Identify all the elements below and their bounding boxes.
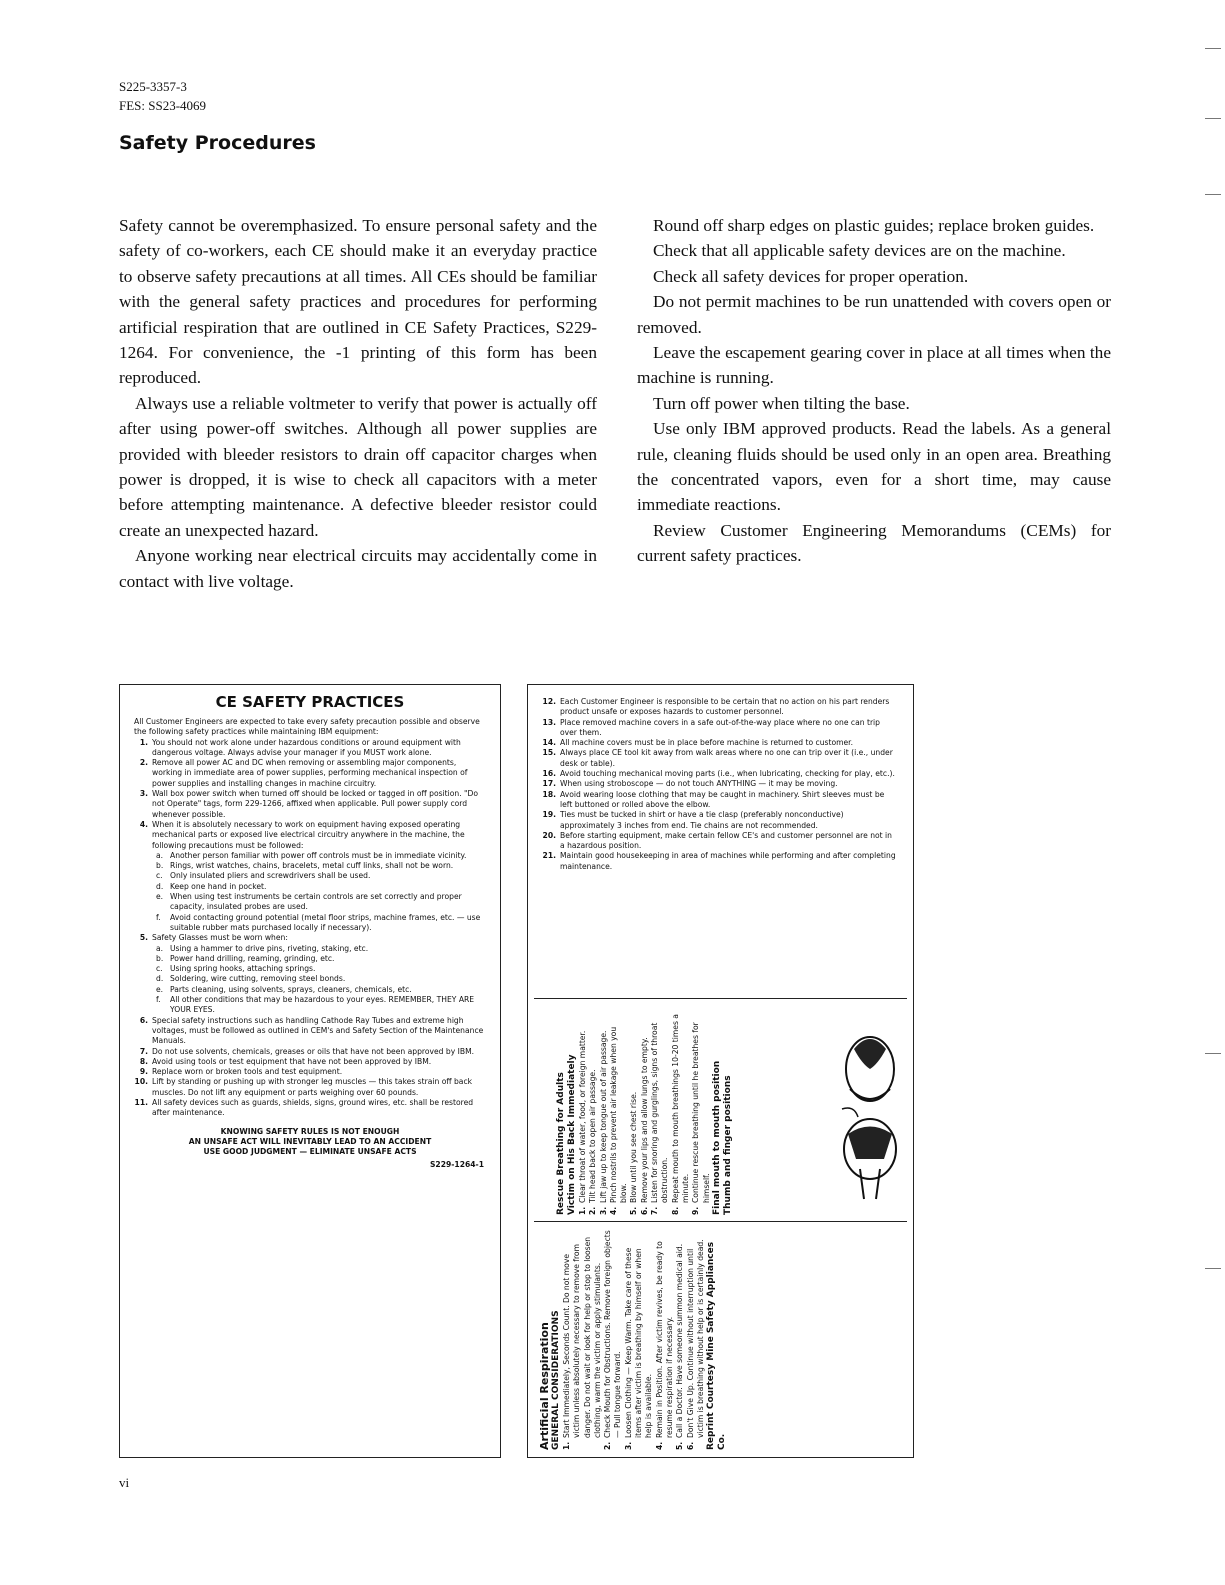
sub-letter: c.	[156, 871, 163, 881]
left-text-column	[119, 213, 597, 594]
step-text: Tilt head back to open air passage.	[588, 1069, 598, 1203]
item-text: Lift by standing or pushing up with stronger leg muscles — this takes strain off back muscles. Do not lift any equipment or parts weighing over 60 pounds.	[152, 1077, 473, 1097]
rescue-step	[609, 1005, 630, 1215]
respiration-subtitle: GENERAL CONSIDERATIONS	[551, 1310, 561, 1450]
sub-letter: a.	[156, 943, 164, 953]
rescue-step	[640, 1005, 650, 1215]
rescue-subtitle: Victim on His Back Immediately	[567, 1054, 577, 1215]
rescue-step	[588, 1005, 598, 1215]
sub-item	[156, 892, 486, 913]
step-text: Pinch nostrils to prevent air leakage when you blow.	[608, 1026, 629, 1203]
sub-text: Rings, wrist watches, chains, bracelets, metal cuff links, shall not be worn.	[170, 861, 454, 871]
sub-letter: f.	[156, 995, 161, 1005]
sub-text: Using spring hooks, attaching springs.	[170, 964, 316, 974]
sub-letter: f.	[156, 912, 161, 922]
list-item	[134, 1067, 486, 1077]
paragraph: Use only IBM approved products. Read the labels. As a general rule, cleaning fluids should be used only in an open area. Breathing the concentrated vapors, even for a short time, may cause immediate reactions.	[637, 419, 1111, 515]
page-number: vi	[119, 1475, 130, 1490]
ce-footer	[120, 1127, 500, 1158]
rescue-step	[599, 1005, 609, 1215]
item-text: Special safety instructions such as handling Cathode Ray Tubes and extreme high voltages, must be followed as outlined in CEM's and Safety Section of the Maintenance Manuals.	[152, 1015, 484, 1046]
step-number: 8.	[670, 1206, 680, 1215]
sub-item	[156, 964, 486, 974]
step-text: Remove your lips and allow lungs to empty.	[639, 1037, 649, 1203]
step-text: Repeat mouth to mouth breathings 10-20 times a minute.	[670, 1014, 690, 1203]
footer-line: KNOWING SAFETY RULES IS NOT ENOUGH	[220, 1126, 400, 1136]
item-text: Maintain good housekeeping in area of machines while performing and after completing maintenance.	[560, 851, 896, 871]
footer-line: AN UNSAFE ACT WILL INEVITABLY LEAD TO AN ACCIDENT	[188, 1136, 432, 1146]
item-number: 21.	[542, 851, 556, 861]
sub-text: Another person familiar with power off controls must be in immediate vicinity.	[170, 850, 467, 860]
step-number: 4.	[654, 1441, 664, 1450]
respiration-step	[675, 1230, 685, 1450]
item-text: Before starting equipment, make certain fellow CE's and customer personnel are not in a hazardous position.	[560, 830, 892, 851]
list-item	[134, 933, 486, 943]
paragraph: Leave the escapement gearing cover in place at all times when the machine is running.	[637, 343, 1111, 388]
item-text: Place removed machine covers in a safe out-of-the-way place where no one can trip over them.	[560, 717, 880, 737]
item-text: Avoid touching mechanical moving parts (i.e., when lubricating, checking for play, etc.).	[560, 769, 895, 779]
list-item	[134, 1098, 486, 1119]
scan-mark	[1205, 1268, 1221, 1269]
step-text: Remain in Position. After victim revives, be ready to resume respiration if necessary.	[654, 1241, 674, 1438]
rescue-breathing-illustration	[834, 1009, 906, 1215]
paragraph: Safety cannot be overemphasized. To ensure personal safety and the safety of co-workers, each CE should make it an everyday practice to observe safety precautions at all times. All CEs should be familiar with the general safety practices and procedures for performing artificial respiration that are outlined in CE Safety Practices, S229-1264. For convenience, the -1 printing of this form has been reproduced.	[119, 216, 597, 388]
list-item	[134, 820, 486, 851]
item-text: Remove all power AC and DC when removing or assembling major components, working in immediate area of power supplies, performing mechanical inspection of power supplies and installing changes in machine circuitry.	[152, 758, 468, 788]
item-number: 18.	[542, 789, 556, 799]
item-number: 8.	[139, 1056, 148, 1066]
sub-text: Avoid contacting ground potential (metal floor strips, machine frames, etc. — use suitable rubber mats purchased locally if necessary).	[170, 912, 481, 932]
item-number: 10.	[134, 1077, 148, 1087]
step-number: 9.	[691, 1206, 701, 1215]
sub-letter: d.	[156, 974, 164, 984]
item-text: Ties must be tucked in shirt or have a tie clasp (preferably nonconductive) approximately 3 inches from end. Tie chains are not recommended.	[560, 810, 844, 830]
item-text: You should not work alone under hazardous conditions or around equipment with dangerous voltage. Always advise your manager if you MUST work alone.	[152, 737, 461, 757]
respiration-step	[562, 1230, 603, 1450]
sub-text: Using a hammer to drive pins, riveting, staking, etc.	[170, 943, 369, 953]
paragraph: Anyone working near electrical circuits may accidentally come in contact with live voltage.	[119, 546, 597, 591]
step-text: Listen for snoring and gurglings, signs of throat obstruction.	[650, 1022, 670, 1203]
step-text: Call a Doctor. Have someone summon medical aid.	[675, 1243, 685, 1438]
step-number: 2.	[588, 1206, 598, 1215]
item-number: 1.	[139, 737, 148, 747]
step-text: Loosen Clothing — Keep Warm. Take care of these items after victim is breathing by himself or when help is available.	[623, 1247, 654, 1438]
list-item	[542, 831, 899, 852]
item-text: When using stroboscope — do not touch ANYTHING — it may be moving.	[560, 779, 838, 789]
sub-item	[156, 871, 486, 881]
paragraph: Review Customer Engineering Memorandums (CEMs) for current safety practices.	[637, 520, 1111, 566]
ce-box-body	[120, 717, 500, 1171]
rescue-step	[691, 1005, 712, 1215]
item-text: All machine covers must be in place before machine is returned to customer.	[560, 738, 854, 748]
page-title: Safety Procedures	[119, 132, 316, 154]
respiration-step	[655, 1230, 676, 1450]
list-item	[542, 851, 899, 872]
item-text: Avoid using tools or test equipment that have not been approved by IBM.	[152, 1056, 432, 1066]
item-number: 17.	[542, 779, 556, 789]
paragraph: Round off sharp edges on plastic guides; replace broken guides.	[653, 216, 1095, 235]
item-number: 19.	[542, 810, 556, 820]
item-text: When it is absolutely necessary to work on equipment having exposed operating mechanical parts or exposed live electrical circuitry anywhere in the machine, the following precautions must be followed:	[152, 819, 465, 850]
list-item	[134, 758, 486, 789]
rescue-step	[671, 1005, 692, 1215]
step-number: 5.	[675, 1441, 685, 1450]
sub-item	[156, 995, 486, 1016]
sub-letter: e.	[156, 892, 164, 902]
ce-box-title: CE SAFETY PRACTICES	[215, 693, 405, 711]
item-number: 4.	[139, 819, 148, 829]
list-item	[134, 1057, 486, 1067]
item-number: 16.	[542, 769, 556, 779]
rescue-step	[578, 1005, 588, 1215]
figure-label: Thumb and finger positions	[722, 1075, 733, 1215]
figure-label: Final mouth to mouth position	[711, 1060, 722, 1215]
item-number: 14.	[542, 738, 556, 748]
step-number: 2.	[603, 1441, 613, 1450]
item-number: 9.	[139, 1067, 148, 1077]
item-text: Safety Glasses must be worn when:	[152, 933, 288, 943]
item-number: 7.	[139, 1046, 148, 1056]
item-text: Wall box power switch when turned off should be locked or tagged in off position. "Do not Operate" tags, form 229-1266, affixed when applicable. Pull power supply cord whenever possible.	[152, 789, 479, 819]
scan-mark	[1205, 118, 1221, 119]
paragraph: Turn off power when tilting the base.	[653, 393, 910, 413]
step-number: 1.	[562, 1441, 571, 1450]
step-number: 5.	[629, 1206, 639, 1215]
sub-item	[156, 882, 486, 892]
item-text: Always place CE tool kit away from walk areas where no one can trip over it (i.e., under desk or table).	[560, 748, 893, 768]
step-number: 6.	[639, 1206, 649, 1215]
rescue-step	[629, 1005, 639, 1215]
list-item	[134, 789, 486, 820]
sub-text: Soldering, wire cutting, removing steel bonds.	[170, 974, 346, 984]
paragraph: Check all safety devices for proper operation.	[653, 266, 969, 286]
rescue-step	[650, 1005, 671, 1215]
item-number: 2.	[139, 758, 148, 768]
step-number: 4.	[608, 1206, 618, 1215]
step-text: Continue rescue breathing until he breathes for himself.	[691, 1022, 711, 1203]
list-item	[134, 1047, 486, 1057]
step-number: 3.	[598, 1206, 608, 1215]
sub-letter: a.	[156, 850, 164, 860]
right-text-column	[637, 213, 1111, 569]
step-text: Don't Give Up. Continue without interruption until victim is breathing without help or is certainly dead.	[685, 1239, 705, 1438]
ce-intro: All Customer Engineers are expected to take every safety precaution possible and observe the following safety practices while maintaining IBM equipment:	[134, 717, 480, 737]
list-item	[134, 1077, 486, 1098]
respiration-title: Artificial Respiration	[538, 1322, 551, 1450]
sub-letter: b.	[156, 953, 164, 963]
scan-mark	[1205, 1053, 1221, 1054]
item-number: 13.	[542, 717, 556, 727]
reprint-credit: Reprint Courtesy Mine Safety Appliances Co.	[706, 1241, 728, 1450]
list-item	[542, 769, 899, 779]
list-item	[542, 748, 899, 769]
sub-letter: d.	[156, 881, 164, 891]
item-text: All safety devices such as guards, shields, signs, ground wires, etc. shall be restored after maintenance.	[152, 1097, 474, 1118]
sub-text: When using test instruments be certain controls are set correctly and proper capacity, insulated probes are used.	[170, 892, 462, 912]
step-text: Lift jaw up to keep tongue out of air passage.	[598, 1030, 608, 1203]
paragraph: Do not permit machines to be run unattended with covers open or removed.	[637, 292, 1111, 337]
sub-item	[156, 974, 486, 984]
rescue-title: Rescue Breathing for Adults	[556, 1072, 566, 1215]
sub-item	[156, 861, 486, 871]
document-code	[119, 78, 206, 116]
footer-line: USE GOOD JUDGMENT — ELIMINATE UNSAFE ACTS	[203, 1147, 417, 1157]
step-text: Check Mouth for Obstructions. Remove foreign objects — Pull tongue forward.	[603, 1230, 623, 1438]
sub-text: Keep one hand in pocket.	[170, 881, 267, 891]
step-number: 3.	[623, 1441, 633, 1450]
step-text: Start Immediately, Seconds Count. Do not move victim unless absolutely necessary to remove from danger. Do not wait or look for help or stop to loosen clothing, warm the victim or apply stimulants.	[562, 1236, 602, 1438]
rescue-breathing-panel	[534, 1003, 907, 1218]
sub-text: Power hand drilling, reaming, grinding, etc.	[170, 953, 335, 963]
paragraph: Always use a reliable voltmeter to verify that power is actually off after using power-off switches. Although all power supplies are provided with bleeder resistors to drain off capacitor charges when power is dropped, it is wise to check all capacitors with a meter before attempting maintenance. A defective bleeder resistor could create an unexpected hazard.	[119, 393, 597, 540]
item-number: 11.	[134, 1097, 148, 1107]
sub-letter: e.	[156, 984, 164, 994]
sub-text: All other conditions that may be hazardous to your eyes. REMEMBER, THEY ARE YOUR EYES.	[170, 995, 475, 1015]
list-item	[542, 790, 899, 811]
sub-item	[156, 913, 486, 934]
scan-mark	[1205, 48, 1221, 49]
respiration-step	[624, 1230, 655, 1450]
step-text: Blow until you see chest rise.	[629, 1091, 639, 1203]
sub-item	[156, 954, 486, 964]
item-number: 15.	[542, 748, 556, 758]
ce-safety-practices-box	[119, 684, 501, 1458]
item-number: 5.	[139, 933, 148, 943]
item-text: Each Customer Engineer is responsible to be certain that no action on his part renders product unsafe or exposes hazards to customer personnel.	[560, 697, 890, 717]
step-text: Clear throat of water, food, or foreign matter.	[578, 1030, 587, 1203]
list-item	[542, 810, 899, 831]
list-item	[542, 697, 899, 718]
divider	[534, 1221, 907, 1222]
paragraph: Check that all applicable safety devices are on the machine.	[653, 241, 1066, 261]
form-number: S229-1264-1	[429, 1160, 484, 1170]
item-text: Avoid wearing loose clothing that may be caught in machinery. Shirt sleeves must be left buttoned or rolled above the elbow.	[560, 789, 885, 809]
step-number: 6.	[685, 1441, 695, 1450]
list-item	[134, 738, 486, 759]
item-number: 12.	[542, 697, 556, 706]
sub-letter: c.	[156, 964, 163, 974]
step-number: 1.	[578, 1206, 587, 1215]
sub-item	[156, 985, 486, 995]
item-number: 6.	[139, 1015, 148, 1025]
item-number: 20.	[542, 830, 556, 840]
item-text: Replace worn or broken tools and test equipment.	[152, 1067, 343, 1077]
list-item	[542, 779, 899, 789]
list-item	[134, 1016, 486, 1047]
list-item	[542, 718, 899, 739]
sub-letter: b.	[156, 861, 164, 871]
sub-text: Only insulated pliers and screwdrivers shall be used.	[170, 871, 371, 881]
respiration-step	[603, 1230, 624, 1450]
safety-continued-box	[527, 684, 914, 1458]
scan-mark	[1205, 194, 1221, 195]
step-number: 7.	[650, 1206, 660, 1215]
sub-item	[156, 944, 486, 954]
item-number: 3.	[139, 789, 148, 799]
respiration-step	[686, 1230, 707, 1450]
item-text: Do not use solvents, chemicals, greases or oils that have not been approved by IBM.	[152, 1046, 475, 1056]
artificial-respiration-panel	[534, 1226, 907, 1454]
divider	[534, 998, 907, 999]
form-number: S225-3357-3	[119, 79, 187, 94]
sub-item	[156, 851, 486, 861]
fes-number: FES: SS23-4069	[119, 98, 207, 113]
sub-text: Parts cleaning, using solvents, sprays, cleaners, chemicals, etc.	[170, 984, 412, 994]
list-item	[542, 738, 899, 748]
safety-items-continued	[528, 685, 913, 872]
